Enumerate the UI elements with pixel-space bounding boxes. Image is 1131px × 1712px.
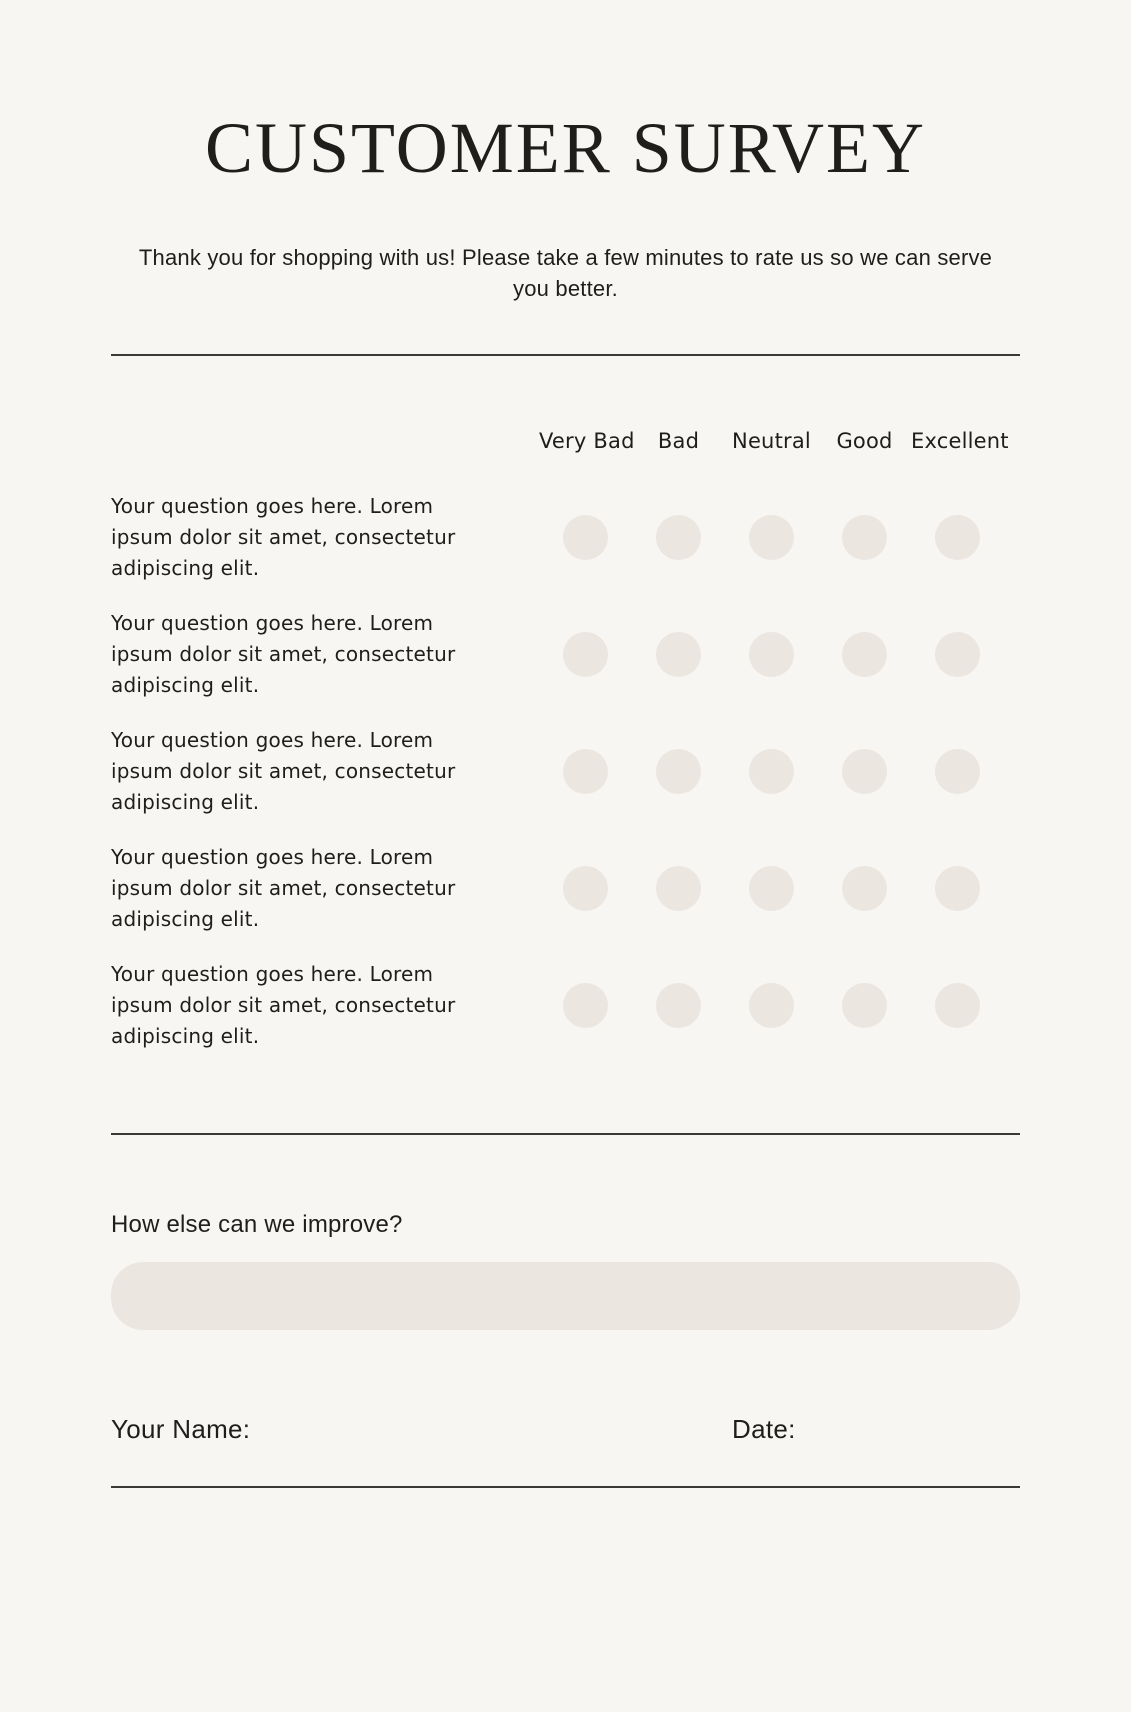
- name-label: Your Name:: [111, 1414, 251, 1444]
- page-title: CUSTOMER SURVEY: [204, 108, 927, 188]
- top-divider: [111, 354, 1020, 356]
- rating-circle-bad[interactable]: [656, 866, 701, 911]
- rating-cell: [911, 983, 1004, 1028]
- rating-cell: [818, 632, 911, 677]
- rating-cell: [539, 866, 632, 911]
- rating-circle-very-bad[interactable]: [563, 749, 608, 794]
- rating-circle-excellent[interactable]: [935, 632, 980, 677]
- question-rows: [111, 491, 1020, 1052]
- rating-circle-excellent[interactable]: [935, 866, 980, 911]
- page-subtitle: Thank you for shopping with us! Please take a few minutes to rate us so we can serve you better.: [138, 245, 993, 301]
- rating-circle-good[interactable]: [842, 866, 887, 911]
- rating-cell: [725, 749, 818, 794]
- rating-cell: [632, 866, 725, 911]
- rating-cell: [911, 515, 1004, 560]
- improve-prompt: How else can we improve?: [111, 1211, 403, 1238]
- question-text: Your question goes here. Lorem ipsum dolor sit amet, consectetur adipiscing elit.: [111, 845, 456, 931]
- rating-cell: [725, 632, 818, 677]
- rating-circle-neutral[interactable]: [749, 983, 794, 1028]
- signature-row: [111, 1413, 1020, 1446]
- rating-circle-excellent[interactable]: [935, 983, 980, 1028]
- rating-circle-good[interactable]: [842, 632, 887, 677]
- rating-cell: [818, 515, 911, 560]
- rating-circle-very-bad[interactable]: [563, 515, 608, 560]
- rating-cell: [725, 983, 818, 1028]
- question-row: [111, 842, 1020, 935]
- rating-circle-neutral[interactable]: [749, 866, 794, 911]
- question-text: Your question goes here. Lorem ipsum dolor sit amet, consectetur adipiscing elit.: [111, 611, 456, 697]
- rating-cell: [818, 866, 911, 911]
- rating-cell: [911, 866, 1004, 911]
- rating-circle-bad[interactable]: [656, 515, 701, 560]
- rating-circle-excellent[interactable]: [935, 749, 980, 794]
- rating-circle-good[interactable]: [842, 515, 887, 560]
- scale-label-very-bad: Very Bad: [539, 429, 635, 453]
- rating-circle-neutral[interactable]: [749, 515, 794, 560]
- rating-scale-header: [111, 426, 1020, 457]
- bottom-divider: [111, 1486, 1020, 1488]
- rating-circle-good[interactable]: [842, 749, 887, 794]
- rating-cell: [632, 632, 725, 677]
- rating-cell: [539, 515, 632, 560]
- rating-circle-very-bad[interactable]: [563, 866, 608, 911]
- rating-circle-neutral[interactable]: [749, 632, 794, 677]
- middle-divider: [111, 1133, 1020, 1135]
- scale-label-bad: Bad: [657, 429, 700, 453]
- question-row: [111, 725, 1020, 818]
- rating-circle-neutral[interactable]: [749, 749, 794, 794]
- rating-cell: [539, 983, 632, 1028]
- rating-cell: [539, 632, 632, 677]
- rating-circle-bad[interactable]: [656, 632, 701, 677]
- rating-cell: [911, 749, 1004, 794]
- question-row: [111, 491, 1020, 584]
- scale-label-neutral: Neutral: [732, 429, 811, 453]
- date-label: Date:: [732, 1414, 796, 1444]
- rating-circle-very-bad[interactable]: [563, 983, 608, 1028]
- question-text: Your question goes here. Lorem ipsum dolor sit amet, consectetur adipiscing elit.: [111, 494, 456, 580]
- comments-input[interactable]: [111, 1262, 1020, 1330]
- rating-cell: [539, 749, 632, 794]
- rating-cell: [632, 515, 725, 560]
- question-text: Your question goes here. Lorem ipsum dolor sit amet, consectetur adipiscing elit.: [111, 728, 456, 814]
- rating-cell: [725, 515, 818, 560]
- rating-circle-excellent[interactable]: [935, 515, 980, 560]
- rating-cell: [632, 983, 725, 1028]
- question-row: [111, 959, 1020, 1052]
- survey-page: [0, 108, 1131, 1712]
- rating-cell: [632, 749, 725, 794]
- rating-cell: [725, 866, 818, 911]
- scale-label-good: Good: [836, 429, 893, 453]
- question-row: [111, 608, 1020, 701]
- rating-cell: [818, 983, 911, 1028]
- rating-circle-good[interactable]: [842, 983, 887, 1028]
- scale-label-excellent: Excellent: [911, 429, 1009, 453]
- question-text: Your question goes here. Lorem ipsum dolor sit amet, consectetur adipiscing elit.: [111, 962, 456, 1048]
- rating-cell: [818, 749, 911, 794]
- rating-cell: [911, 632, 1004, 677]
- rating-circle-bad[interactable]: [656, 749, 701, 794]
- rating-circle-very-bad[interactable]: [563, 632, 608, 677]
- rating-circle-bad[interactable]: [656, 983, 701, 1028]
